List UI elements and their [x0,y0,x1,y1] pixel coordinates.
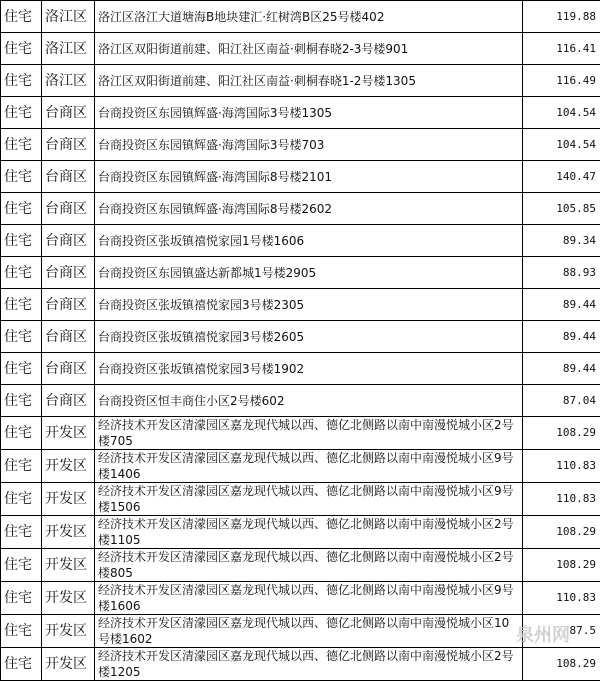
address-text: 经济技术开发区清濛园区嘉龙现代城以西、德亿北侧路以南中南漫悦城小区2号楼1105 [98,516,519,548]
property-type-cell: 住宅 [1,417,42,450]
district-cell: 开发区 [42,516,95,549]
address-text: 台商投资区张坂镇禧悦家园3号楼1902 [98,362,519,376]
area-cell: 108.29 [523,516,600,549]
property-type-cell: 住宅 [1,129,42,161]
address-cell [95,97,523,129]
table-row [1,516,600,549]
address-text: 经济技术开发区清濛园区嘉龙现代城以西、德亿北侧路以南中南漫悦城小区9号楼1606 [98,582,519,614]
area-cell: 108.29 [523,549,600,582]
property-type-cell: 住宅 [1,65,42,97]
property-type-cell: 住宅 [1,549,42,582]
district-cell: 洛江区 [42,33,95,65]
watermark: 泉州网 [516,621,570,647]
address-text: 经济技术开发区清濛园区嘉龙现代城以西、德亿北侧路以南中南漫悦城小区10号楼1602 [98,615,519,647]
district-cell: 台商区 [42,385,95,417]
district-cell: 开发区 [42,417,95,450]
address-cell [95,516,523,549]
address-text: 台商投资区东园镇辉盛·海湾国际8号楼2602 [98,202,519,216]
address-cell [95,193,523,225]
address-cell [95,33,523,65]
area-cell: 104.54 [523,129,600,161]
address-text: 经济技术开发区清濛园区嘉龙现代城以西、德亿北侧路以南中南漫悦城小区9号楼1506 [98,483,519,515]
address-cell [95,1,523,33]
property-type-cell: 住宅 [1,582,42,615]
property-type-cell: 住宅 [1,193,42,225]
area-cell: 89.34 [523,225,600,257]
address-cell [95,648,523,681]
property-type-cell: 住宅 [1,321,42,353]
table-row [1,483,600,516]
property-type-cell: 住宅 [1,385,42,417]
address-text: 台商投资区张坂镇禧悦家园3号楼2605 [98,330,519,344]
table-row [1,129,600,161]
property-type-cell: 住宅 [1,1,42,33]
address-text: 经济技术开发区清濛园区嘉龙现代城以西、德亿北侧路以南中南漫悦城小区2号楼1205 [98,648,519,680]
property-type-cell: 住宅 [1,225,42,257]
table-row [1,648,600,681]
area-cell: 116.49 [523,65,600,97]
table-row [1,161,600,193]
table-row [1,257,600,289]
table-row [1,97,600,129]
address-cell [95,549,523,582]
district-cell: 开发区 [42,648,95,681]
address-text: 台商投资区张坂镇禧悦家园1号楼1606 [98,234,519,248]
table-row [1,225,600,257]
property-table-body [1,1,600,681]
address-cell [95,161,523,193]
area-cell: 105.85 [523,193,600,225]
table-row [1,289,600,321]
address-cell [95,65,523,97]
district-cell: 台商区 [42,289,95,321]
property-type-cell: 住宅 [1,648,42,681]
property-type-cell: 住宅 [1,615,42,648]
district-cell: 台商区 [42,193,95,225]
area-cell: 89.44 [523,289,600,321]
table-row [1,65,600,97]
table-row [1,450,600,483]
property-type-cell: 住宅 [1,516,42,549]
area-cell: 89.44 [523,321,600,353]
table-row [1,321,600,353]
address-text: 台商投资区恒丰商住小区2号楼602 [98,394,519,408]
area-cell: 108.29 [523,417,600,450]
property-type-cell: 住宅 [1,289,42,321]
area-cell: 119.88 [523,1,600,33]
property-type-cell: 住宅 [1,257,42,289]
table-row [1,1,600,33]
district-cell: 台商区 [42,225,95,257]
district-cell: 开发区 [42,450,95,483]
area-cell: 140.47 [523,161,600,193]
table-row [1,615,600,648]
property-type-cell: 住宅 [1,161,42,193]
address-cell [95,483,523,516]
address-text: 台商投资区东园镇辉盛·海湾国际8号楼2101 [98,170,519,184]
address-cell [95,615,523,648]
district-cell: 开发区 [42,549,95,582]
area-cell: 110.83 [523,450,600,483]
address-text: 台商投资区东园镇盛达新都城1号楼2905 [98,266,519,280]
district-cell: 台商区 [42,321,95,353]
district-cell: 台商区 [42,97,95,129]
address-text: 洛江区双阳街道前建、阳江社区南益·刺桐春晓2-3号楼901 [98,42,519,56]
address-cell [95,385,523,417]
area-cell: 108.29 [523,648,600,681]
address-cell [95,353,523,385]
district-cell: 台商区 [42,161,95,193]
address-text: 洛江区洛江大道塘海B地块建汇·红树湾B区25号楼402 [98,10,519,24]
district-cell: 洛江区 [42,65,95,97]
table-row [1,549,600,582]
table-row [1,417,600,450]
address-text: 经济技术开发区清濛园区嘉龙现代城以西、德亿北侧路以南中南漫悦城小区9号楼1406 [98,450,519,482]
address-cell [95,321,523,353]
area-cell: 110.83 [523,582,600,615]
district-cell: 台商区 [42,353,95,385]
district-cell: 台商区 [42,257,95,289]
address-text: 台商投资区张坂镇禧悦家园3号楼2305 [98,298,519,312]
address-text: 台商投资区东园镇辉盛·海湾国际3号楼1305 [98,106,519,120]
table-row [1,582,600,615]
table-row [1,33,600,65]
district-cell: 开发区 [42,483,95,516]
area-cell: 89.44 [523,353,600,385]
property-type-cell: 住宅 [1,33,42,65]
address-cell [95,257,523,289]
address-cell [95,225,523,257]
property-type-cell: 住宅 [1,97,42,129]
district-cell: 开发区 [42,615,95,648]
property-type-cell: 住宅 [1,450,42,483]
district-cell: 洛江区 [42,1,95,33]
address-cell [95,450,523,483]
table-row [1,353,600,385]
address-cell [95,582,523,615]
address-cell [95,417,523,450]
area-cell: 104.54 [523,97,600,129]
property-type-cell: 住宅 [1,353,42,385]
address-text: 经济技术开发区清濛园区嘉龙现代城以西、德亿北侧路以南中南漫悦城小区2号楼705 [98,417,519,449]
district-cell: 台商区 [42,129,95,161]
area-cell: 87.5 [523,615,600,648]
area-cell: 116.41 [523,33,600,65]
area-cell: 88.93 [523,257,600,289]
property-type-cell: 住宅 [1,483,42,516]
area-cell: 87.04 [523,385,600,417]
address-cell [95,289,523,321]
address-text: 洛江区双阳街道前建、阳江社区南益·刺桐春晓1-2号楼1305 [98,74,519,88]
table-row [1,193,600,225]
table-row [1,385,600,417]
address-text: 经济技术开发区清濛园区嘉龙现代城以西、德亿北侧路以南中南漫悦城小区2号楼805 [98,549,519,581]
district-cell: 开发区 [42,582,95,615]
area-cell: 110.83 [523,483,600,516]
address-cell [95,129,523,161]
address-text: 台商投资区东园镇辉盛·海湾国际3号楼703 [98,138,519,152]
